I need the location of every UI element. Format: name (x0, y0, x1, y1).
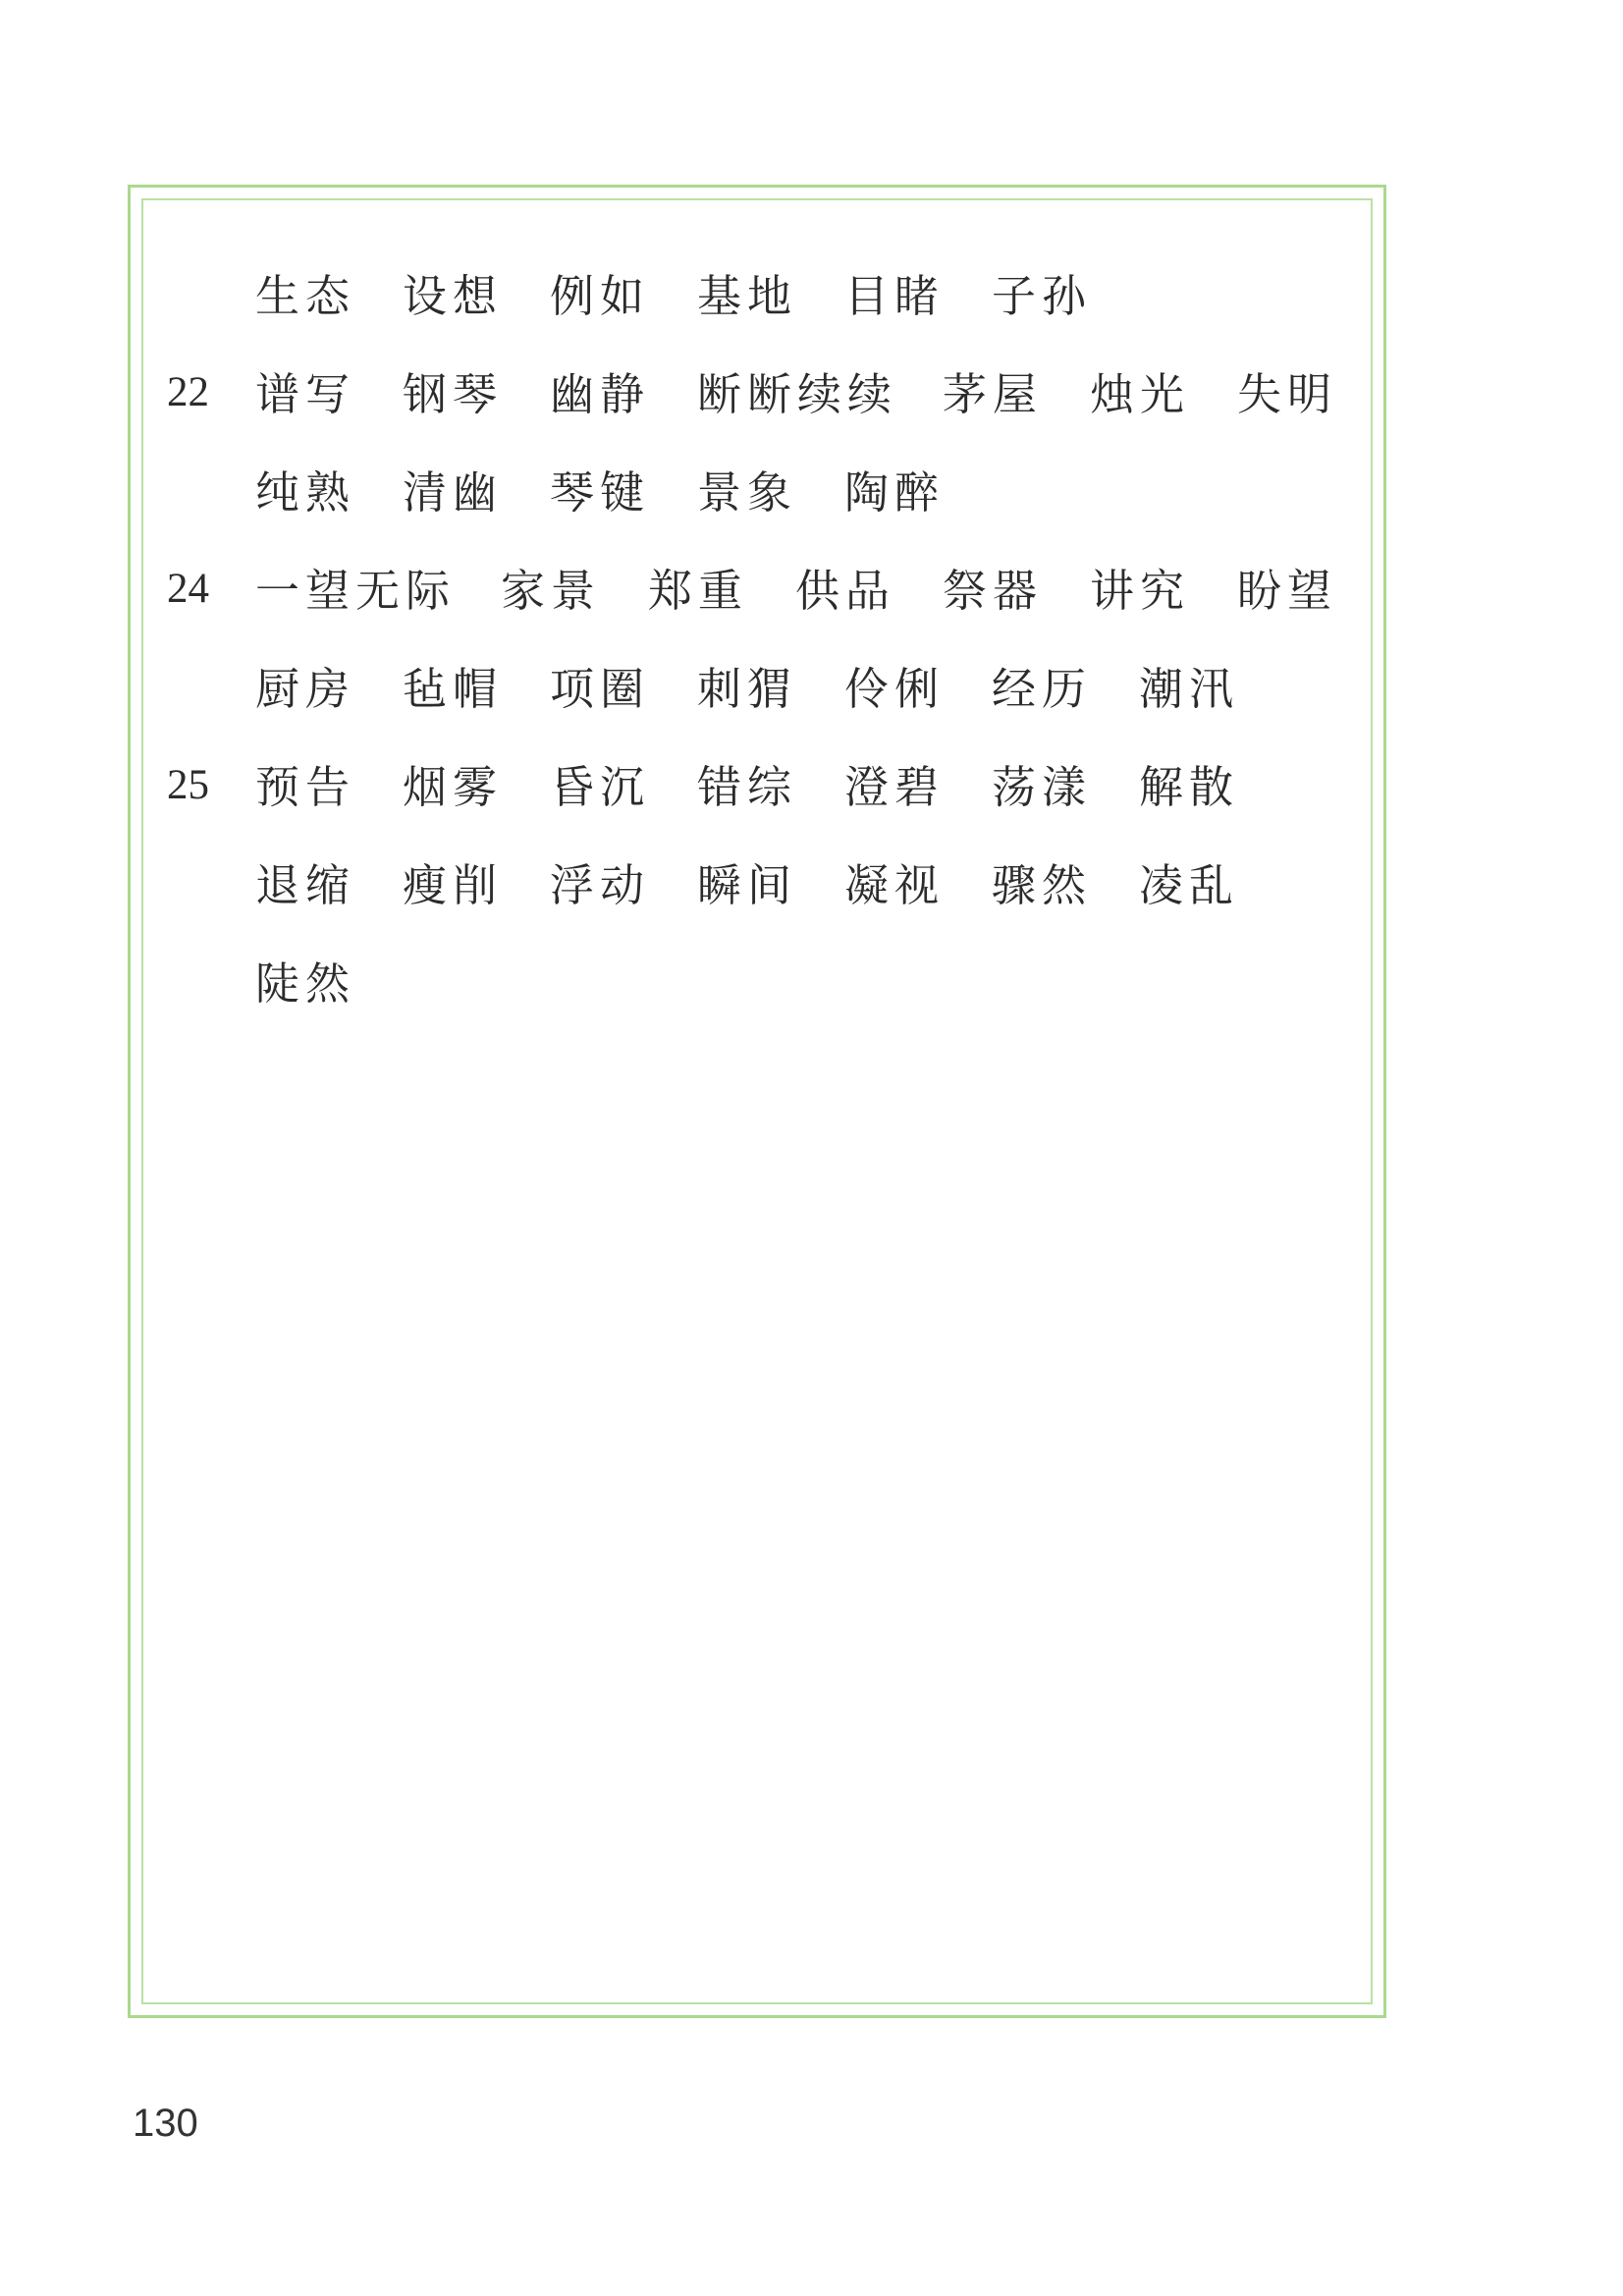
vocab-word: 郑重 (648, 565, 749, 617)
vocab-word: 纯熟 (255, 466, 356, 519)
vocab-word: 一望无际 (255, 565, 457, 617)
vocab-word: 生态 (255, 270, 356, 322)
vocab-line (128, 457, 1386, 525)
vocab-word: 浮动 (550, 859, 651, 911)
vocab-word: 烛光 (1090, 368, 1191, 420)
vocab-word: 目睹 (844, 270, 946, 322)
vocab-word: 盼望 (1237, 565, 1338, 617)
vocab-word: 瘦削 (403, 859, 504, 911)
vocab-word: 陡然 (255, 957, 356, 1010)
vocab-word: 景象 (697, 466, 798, 519)
vocab-word: 厨房 (255, 663, 356, 715)
vocab-line (128, 751, 1386, 820)
vocab-word: 项圈 (550, 663, 651, 715)
vocab-word: 凌乱 (1139, 859, 1240, 911)
vocab-word: 瞬间 (697, 859, 798, 911)
vocab-word: 烟雾 (403, 761, 504, 813)
vocab-word: 失明 (1237, 368, 1338, 420)
vocab-word: 潮汛 (1139, 663, 1240, 715)
vocab-line (128, 555, 1386, 624)
lesson-number: 24 (167, 566, 209, 612)
lesson-number: 22 (167, 369, 209, 415)
vocab-word: 设想 (403, 270, 504, 322)
vocab-word: 预告 (255, 761, 356, 813)
vocab-word: 钢琴 (403, 368, 504, 420)
vocab-word: 谱写 (255, 368, 356, 420)
vocab-word: 骤然 (992, 859, 1093, 911)
vocab-word: 讲究 (1090, 565, 1191, 617)
vocab-word: 子孙 (992, 270, 1093, 322)
vocab-word: 错综 (697, 761, 798, 813)
vocab-word: 刺猬 (697, 663, 798, 715)
vocab-word: 茅屋 (943, 368, 1044, 420)
vocab-word: 澄碧 (844, 761, 946, 813)
vocab-word: 经历 (992, 663, 1093, 715)
vocab-word: 凝视 (844, 859, 946, 911)
vocab-word: 供品 (795, 565, 896, 617)
vocab-line (128, 653, 1386, 722)
page-number: 130 (133, 2102, 198, 2145)
vocab-line (128, 948, 1386, 1016)
vocab-word: 幽静 (550, 368, 651, 420)
vocab-word: 祭器 (943, 565, 1044, 617)
vocab-word: 家景 (501, 565, 602, 617)
vocab-line (128, 260, 1386, 329)
vocab-word: 毡帽 (403, 663, 504, 715)
vocab-word: 例如 (550, 270, 651, 322)
vocab-word: 陶醉 (844, 466, 946, 519)
vocab-word: 退缩 (255, 859, 356, 911)
vocab-word: 琴键 (550, 466, 651, 519)
vocab-word: 断断续续 (697, 368, 898, 420)
vocab-word: 清幽 (403, 466, 504, 519)
vocab-word: 基地 (697, 270, 798, 322)
vocab-word: 解散 (1139, 761, 1240, 813)
vocab-line (128, 358, 1386, 427)
lesson-number: 25 (167, 762, 209, 808)
vocab-word: 昏沉 (550, 761, 651, 813)
vocab-word: 荡漾 (992, 761, 1093, 813)
vocab-line (128, 849, 1386, 918)
vocab-word: 伶俐 (844, 663, 946, 715)
